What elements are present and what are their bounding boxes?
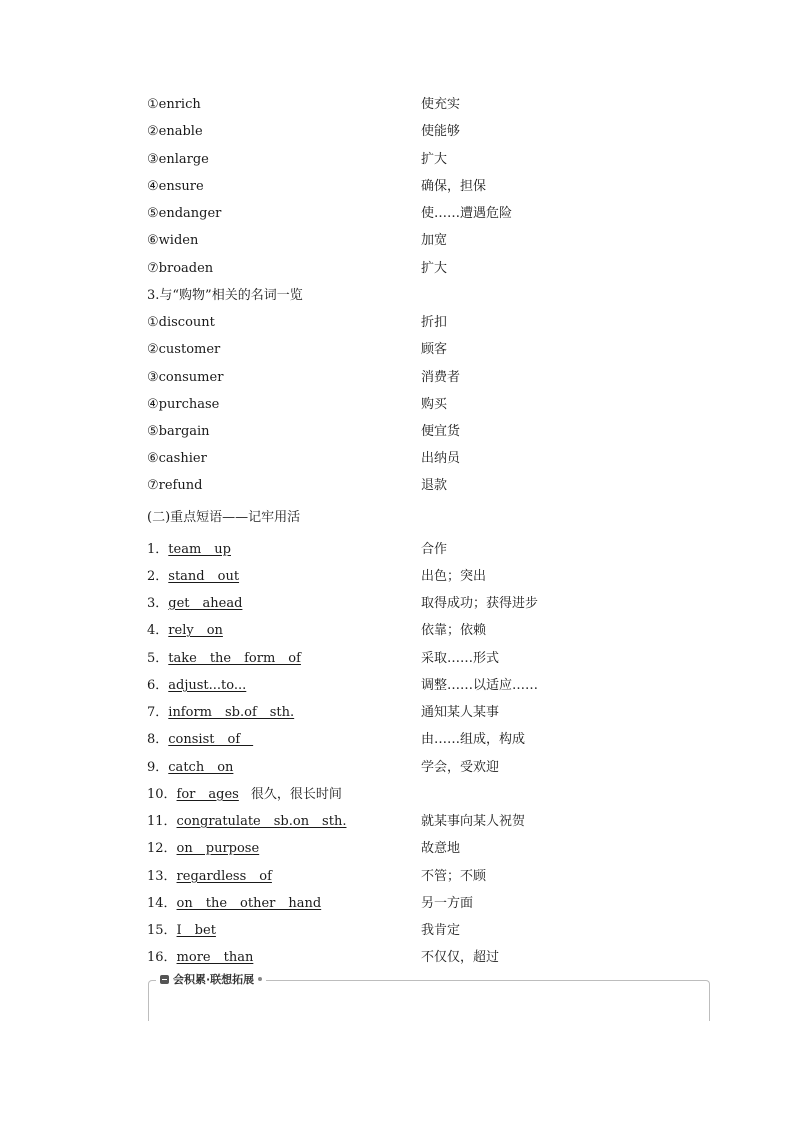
phrase-en [147,947,253,969]
phrase-text: on the other hand [176,896,322,911]
phrase-zh: 合作 [421,542,448,557]
verb-zh: 扩大 [421,152,448,167]
verb-en: ⑤endanger [147,206,222,221]
verb-en: ③enlarge [147,152,209,167]
phrase-zh: 我肯定 [421,923,461,938]
phrase-row [0,811,794,833]
phrase-en [147,920,216,942]
phrase-en [147,593,242,615]
phrase-number: 13． [147,869,177,884]
verb-zh: 使能够 [421,124,461,139]
phrase-number: 14． [147,896,177,911]
phrase-en [147,675,246,697]
phrase-zh: 学会，受欢迎 [421,760,500,775]
phrase-zh: 故意地 [421,841,461,856]
phrase-number: 6． [147,678,169,693]
verb-row [0,258,794,280]
phrase-number: 4． [147,623,169,638]
verb-zh: 使充实 [421,97,461,112]
phrase-number: 5． [147,651,169,666]
verb-zh: 扩大 [421,261,448,276]
noun-row [0,421,794,443]
phrase-number: 7． [147,705,169,720]
noun-row [0,394,794,416]
phrase-en [147,648,301,670]
phrase-text: congratulate sb.on sth. [176,814,347,829]
phrase-text: take the form of [168,651,301,666]
noun-row [0,339,794,361]
noun-zh: 退款 [421,478,448,493]
noun-en: ⑤bargain [147,424,210,439]
phrase-text: for ages [176,787,239,802]
phrase-text: regardless of [176,869,272,884]
phrase-number: 16． [147,950,177,965]
verb-zh: 加宽 [421,233,448,248]
phrase-number: 10． [147,787,177,802]
verb-row [0,149,794,171]
phrase-row [0,620,794,642]
verb-en: ②enable [147,124,203,139]
phrase-text: consist of [168,732,254,747]
noun-en: ①discount [147,315,215,330]
phrase-row [0,866,794,888]
extension-box-title [156,971,266,989]
noun-zh: 顾客 [421,342,448,357]
phrase-row [0,757,794,779]
phrase-text: adjust...to... [168,678,247,693]
heading-text: (二)重点短语——记牢用活 [147,510,301,525]
verb-en: ④ensure [147,179,204,194]
dot-icon [258,977,262,981]
phrase-text: stand out [168,569,240,584]
verb-en: ⑥widen [147,233,199,248]
noun-row [0,312,794,334]
verb-en: ①enrich [147,97,201,112]
phrase-number: 15． [147,923,177,938]
verb-row [0,121,794,143]
phrase-en [147,838,259,860]
phrase-number: 8． [147,732,169,747]
phrase-row [0,566,794,588]
phrase-zh: 不仅仅，超过 [421,950,500,965]
noun-zh: 出纳员 [421,451,461,466]
phrase-number: 2． [147,569,169,584]
noun-row [0,475,794,497]
phrase-row [0,648,794,670]
phrase-text: inform sb.of sth. [168,705,295,720]
phrase-zh: 依靠；依赖 [421,623,487,638]
phrase-row [0,920,794,942]
phrase-zh: 通知某人某事 [421,705,500,720]
phrase-en [147,702,294,724]
verb-en: ⑦broaden [147,261,214,276]
phrase-en [147,784,342,806]
noun-en: ③consumer [147,370,224,385]
phrase-number: 9． [147,760,169,775]
phrase-text: I bet [176,923,216,938]
phrase-number: 1． [147,542,169,557]
phrase-row [0,539,794,561]
phrase-text: rely on [168,623,223,638]
phrase-text: on purpose [176,841,260,856]
phrase-en [147,757,233,779]
heading-text: 3.与“购物”相关的名词一览 [147,288,303,303]
phrase-row [0,893,794,915]
verb-zh: 使……遭遇危险 [421,206,513,221]
phrase-zh: 由……组成，构成 [421,732,526,747]
phrase-en [147,811,346,833]
phrase-row [0,593,794,615]
note-icon [160,975,169,984]
phrase-zh: 取得成功；获得进步 [421,596,539,611]
noun-en: ④purchase [147,397,220,412]
noun-en: ⑦refund [147,478,203,493]
verb-row [0,203,794,225]
phrase-number: 12． [147,841,177,856]
phrase-en [147,893,321,915]
noun-row [0,367,794,389]
section-heading-phrases [0,507,794,529]
phrase-zh: 不管；不顾 [421,869,487,884]
phrase-row [0,838,794,860]
verb-row [0,176,794,198]
phrase-row [0,675,794,697]
noun-en: ⑥cashier [147,451,207,466]
noun-zh: 折扣 [421,315,448,330]
noun-zh: 消费者 [421,370,461,385]
noun-row [0,448,794,470]
noun-en: ②customer [147,342,221,357]
noun-zh: 便宜货 [421,424,461,439]
phrase-row [0,784,794,806]
phrase-zh: 采取……形式 [421,651,500,666]
phrase-row [0,729,794,751]
phrase-text: more than [176,950,254,965]
verb-zh: 确保，担保 [421,179,487,194]
phrase-zh: 就某事向某人祝贺 [421,814,526,829]
verb-row [0,230,794,252]
phrase-en [147,729,253,751]
phrase-en [147,539,231,561]
verb-row [0,94,794,116]
phrase-zh-inline: 很久，很长时间 [250,787,342,802]
phrase-zh: 出色；突出 [421,569,487,584]
phrase-en [147,566,239,588]
phrase-text: team up [168,542,231,557]
phrase-text: get ahead [168,596,243,611]
section-heading-shopping [0,285,794,307]
phrase-en [147,620,223,642]
phrase-row [0,947,794,969]
phrase-text: catch on [168,760,234,775]
phrase-zh: 另一方面 [421,896,474,911]
phrase-row [0,702,794,724]
phrase-en [147,866,272,888]
phrase-number: 3． [147,596,169,611]
phrase-zh: 调整……以适应…… [421,678,539,693]
noun-zh: 购买 [421,397,448,412]
phrase-number: 11． [147,814,177,829]
box-title-text: 会积累·联想拓展 [173,973,255,986]
